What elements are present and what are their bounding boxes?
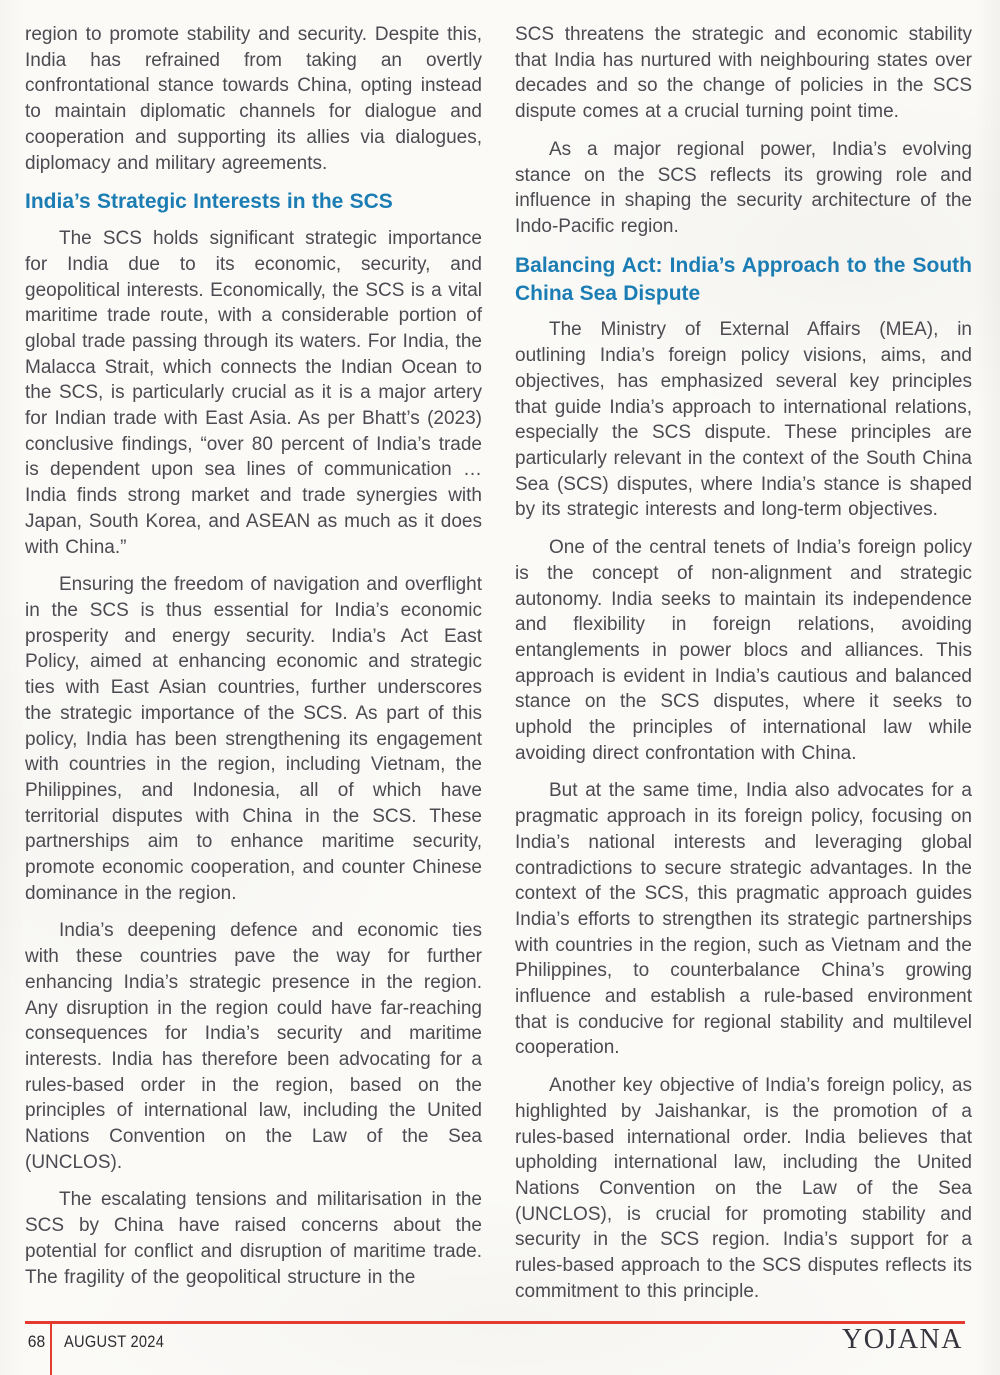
body-paragraph: The escalating tensions and militarisation in the SCS by China have raised concerns about the potential for conflict and disruption of maritime trade. The fragility of the geopolitical structure in the <box>25 1189 482 1288</box>
footer-left-group <box>25 1332 180 1352</box>
body-paragraph: One of the central tenets of India’s foreign policy is the concept of non-alignment and strategic autonomy. India seeks to maintain its independence and flexibility in foreign relations, avoiding entanglements in power blocs and alliances. This approach is evident in India’s cautious and balanced stance on the SCS disputes, where it seeks to uphold the principles of international law while avoiding direct confrontation with China. <box>515 537 972 764</box>
article-body <box>25 22 972 1316</box>
footer-horizontal-rule <box>25 1321 965 1324</box>
left-column <box>25 22 482 1316</box>
magazine-title: YOJANA <box>842 1324 963 1355</box>
section-heading: India’s Strategic Interests in the SCS <box>25 190 393 214</box>
body-paragraph: Another key objective of India’s foreign policy, as highlighted by Jaishankar, is the promotion of a rules-based international order. India believes that upholding international law, including the United Nations Convention on the Law of the Sea (UNCLOS), is crucial for promoting stability and security in the SCS region. India’s support for a rules-based approach to the SCS disputes reflects its commitment to this principle. <box>515 1075 972 1302</box>
body-paragraph: region to promote stability and security. Despite this, India has refrained from taking an overtly confrontational stance towards China, opting instead to maintain diplomatic channels for dialogue and cooperation and supporting its allies via dialogues, diplomacy and military agreements. <box>25 24 482 174</box>
body-paragraph: But at the same time, India also advocates for a pragmatic approach in its foreign policy, focusing on India’s national interests and leveraging global contradictions to secure strategic advantages. In the context of the SCS, this pragmatic approach guides India’s efforts to strengthen its strategic partnerships with countries in the region, such as Vietnam and the Philippines, to counterbalance China’s growing influence and establish a rule-based environment that is conducive for regional stability and multilevel cooperation. <box>515 780 972 1059</box>
body-paragraph: SCS threatens the strategic and economic stability that India has nurtured with neighbouring states over decades and so the change of policies in the SCS dispute comes at a crucial turning point time. <box>515 24 972 123</box>
page-number: 68 <box>27 1332 46 1351</box>
body-paragraph: The Ministry of External Affairs (MEA), in outlining India’s foreign policy visions, aims, and objectives, has emphasized several key principles that guide India’s approach to international relations, especially the SCS dispute. These principles are particularly relevant in the context of the South China Sea (SCS) disputes, where India’s stance is shaped by its strategic interests and long-term objectives. <box>515 319 972 521</box>
right-column <box>515 22 972 1316</box>
issue-date: AUGUST 2024 <box>64 1332 165 1351</box>
body-paragraph: Ensuring the freedom of navigation and overflight in the SCS is thus essential for India’s economic prosperity and energy security. India’s Act East Policy, aimed at enhancing economic and strategic ties with East Asian countries, further underscores the strategic importance of the SCS. As part of this policy, India has been strengthening its engagement with countries in the region, including Vietnam, the Philippines, and Indonesia, all of which have territorial disputes with China in the SCS. These partnerships aim to enhance maritime security, promote economic cooperation, and counter Chinese dominance in the region. <box>25 574 482 904</box>
section-heading: Balancing Act: India’s Approach to the South China Sea Dispute <box>515 253 972 305</box>
body-paragraph: The SCS holds significant strategic importance for India due to its economic, security, and geopolitical interests. Economically, the SCS is a vital maritime trade route, with a considerable portion of global trade passing through its waters. For India, the Malacca Strait, which connects the Indian Ocean to the SCS, is particularly crucial as it is a major artery for Indian trade with East Asia. As per Bhatt’s (2023) conclusive findings, “over 80 percent of India’s trade is dependent upon sea lines of communication … India finds strong market and trade synergies with Japan, South Korea, and ASEAN as much as it does with China.” <box>25 228 482 558</box>
body-paragraph: As a major regional power, India’s evolving stance on the SCS reflects its growing role and influence in shaping the security architecture of the Indo-Pacific region. <box>515 138 972 237</box>
body-paragraph: India’s deepening defence and economic ties with these countries pave the way for further enhancing India’s strategic presence in the region. Any disruption in the region could have far-reaching consequences for India’s security and maritime interests. India has therefore been advocating for a rules-based order in the region, based on the principles of international law, including the United Nations Convention on the Law of the Sea (UNCLOS). <box>25 920 482 1173</box>
